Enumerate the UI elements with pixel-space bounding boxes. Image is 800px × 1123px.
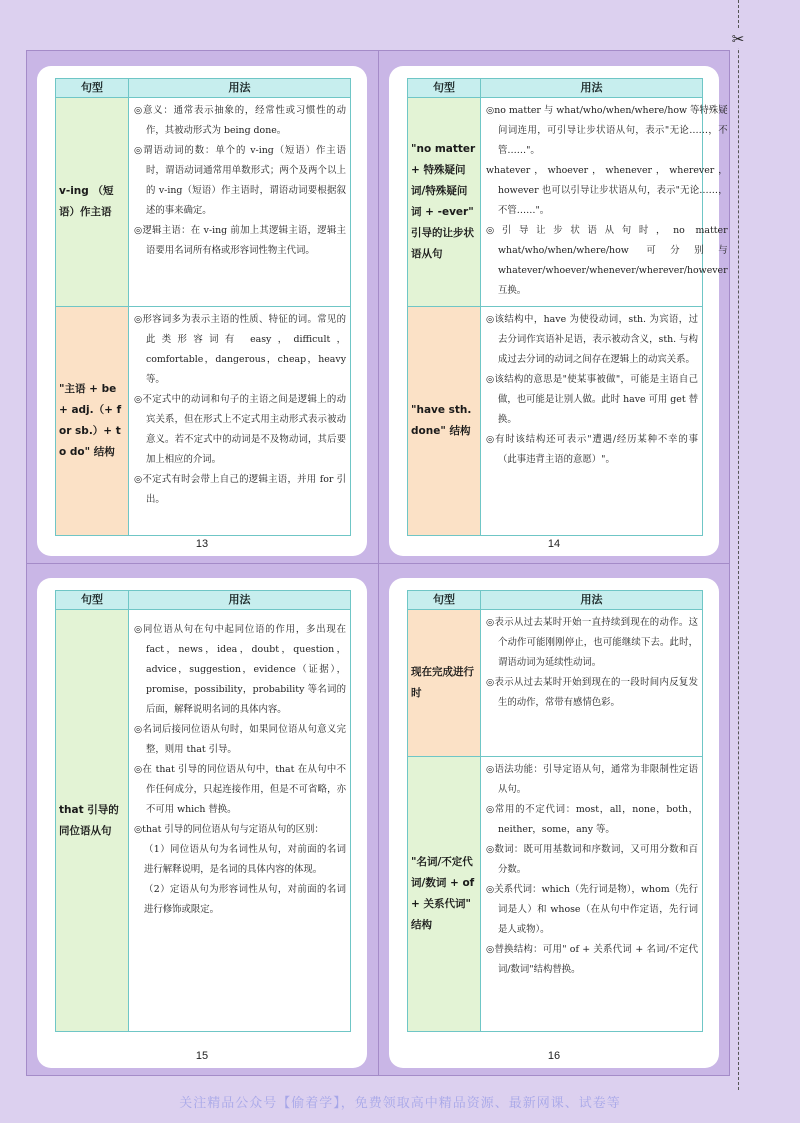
sentence-type: 现在完成进行时 xyxy=(408,610,481,756)
usage-cell xyxy=(481,610,702,756)
header-type: 句型 xyxy=(56,79,129,97)
grammar-table xyxy=(55,78,351,536)
header-usage: 用法 xyxy=(228,593,251,606)
table-row xyxy=(56,98,350,307)
usage-item: ◎that 引导的同位语从句与定语从句的区别： xyxy=(134,824,324,835)
usage-item: ◎no matter 与 what/who/when/where/how 等特殊疑问词连用，可引导让步状语从句，表示"无论……，不管……"。 xyxy=(486,105,728,156)
usage-cell xyxy=(481,98,732,306)
usage-item: ◎在 that 引导的同位语从句中，that 在从句中不作任何成分，只起连接作用，但是不可省略，亦不可用 which 替换。 xyxy=(134,764,346,815)
usage-cell xyxy=(481,307,702,535)
table-header xyxy=(408,591,702,610)
usage-cell xyxy=(129,610,350,1031)
table-row xyxy=(408,610,702,757)
usage-item: ◎表示从过去某时开始一直持续到现在的动作。这个动作可能刚刚停止，也可能继续下去。此时，谓语动词为延续性动词。 xyxy=(486,617,698,668)
header-usage: 用法 xyxy=(580,593,603,606)
grammar-table xyxy=(407,590,703,1032)
usage-item: ◎谓语动词的数：单个的 v-ing（短语）作主语时，谓语动词通常用单数形式；两个及两个以上的 v-ing（短语）作主语时，谓语动词要根据叙述的事来确定。 xyxy=(134,145,346,216)
card-page-14 xyxy=(389,66,728,556)
usage-item: ◎语法功能：引导定语从句，通常为非限制性定语从句。 xyxy=(486,764,698,795)
usage-item: ◎名词后接同位语从句时，如果同位语从句意义完整，则用 that 引导。 xyxy=(134,724,346,755)
card-page-13 xyxy=(37,66,367,556)
usage-item: ◎有时该结构还可表示"遭遇/经历某种不幸的事（此事违背主语的意愿）"。 xyxy=(486,434,698,465)
page-number: 13 xyxy=(195,538,209,550)
table-row xyxy=(408,307,702,535)
usage-cell xyxy=(481,757,702,1031)
usage-cell xyxy=(129,98,350,306)
header-type: 句型 xyxy=(408,591,481,609)
sentence-type: that 引导的同位语从句 xyxy=(56,610,129,1031)
usage-item: ◎替换结构：可用" of + 关系代词 + 名词/不定代词/数词"结构替换。 xyxy=(486,944,698,975)
usage-item: ◎引导让步状语从句时，no matter what/who/when/where/how 可分别与 whatever/whoever/whenever/wherever/however 互换。 xyxy=(486,225,728,296)
page-number: 16 xyxy=(547,1050,561,1062)
usage-item: ◎同位语从句在句中起同位语的作用，多出现在 fact，news，idea，doubt，question，advice，suggestion，evidence（证据），promise，possibility，probability 等名词的后面，解释说明名词的具体内容。 xyxy=(134,624,346,715)
card-page-16 xyxy=(389,578,719,1068)
usage-item: ◎该结构中，have 为使役动词，sth. 为宾语，过去分词作宾语补足语，表示被动含义，sth. 与构成过去分词的动词之间存在逻辑上的动宾关系。 xyxy=(486,314,698,365)
header-usage: 用法 xyxy=(580,81,603,94)
grammar-table xyxy=(407,78,728,536)
table-header xyxy=(56,79,350,98)
usage-item: whatever，whoever，whenever，wherever，however 也可以引导让步状语从句，表示"无论……，不管……"。 xyxy=(486,165,728,216)
usage-item: ◎关系代词：which（先行词是物），whom（先行词是人）和 whose（在从句中作定语，先行词是人或物）。 xyxy=(486,884,698,935)
usage-item: （2）定语从句为形容词性从句，对前面的名词进行修饰或限定。 xyxy=(144,884,346,915)
usage-item: ◎常用的不定代词：most，all，none，both，neither，some，any 等。 xyxy=(486,804,698,835)
header-type: 句型 xyxy=(56,591,129,609)
grammar-table xyxy=(55,590,351,1032)
usage-item: ◎意义：通常表示抽象的，经常性或习惯性的动作，其被动形式为 being done。 xyxy=(134,105,346,136)
sentence-type: "主语 + be + adj.（+ for sb.）+ to do" 结构 xyxy=(56,307,129,535)
cut-line xyxy=(738,0,739,1090)
table-row xyxy=(56,610,350,1031)
card-page-15 xyxy=(37,578,367,1068)
table-row xyxy=(408,757,702,1031)
page-number: 15 xyxy=(195,1050,209,1062)
table-header xyxy=(56,591,350,610)
sentence-type: "名词/不定代词/数词 + of + 关系代词" 结构 xyxy=(408,757,481,1031)
sentence-type: v-ing （短语）作主语 xyxy=(56,98,129,306)
page-number: 14 xyxy=(547,538,561,550)
header-type: 句型 xyxy=(408,79,481,97)
header-usage: 用法 xyxy=(228,81,251,94)
sentence-type: "have sth. done" 结构 xyxy=(408,307,481,535)
usage-item: ◎该结构的意思是"使某事被做"，可能是主语自己做，也可能是让别人做。此时 have 可用 get 替换。 xyxy=(486,374,698,425)
table-row xyxy=(408,98,728,307)
usage-item: ◎逻辑主语：在 v-ing 前加上其逻辑主语，逻辑主语要用名词所有格或形容词性物主代词。 xyxy=(134,225,346,256)
usage-item: ◎不定式中的动词和句子的主语之间是逻辑上的动宾关系，但在形式上不定式用主动形式表示被动意义。若不定式中的动词是不及物动词，其后要加上相应的介词。 xyxy=(134,394,346,465)
table-row xyxy=(56,307,350,535)
usage-item: ◎形容词多为表示主语的性质、特征的词。常见的此类形容词有 easy，difficult，comfortable，dangerous，cheap，heavy 等。 xyxy=(134,314,346,385)
usage-cell xyxy=(129,307,350,535)
usage-item: ◎不定式有时会带上自己的逻辑主语，并用 for 引出。 xyxy=(134,474,346,505)
table-header xyxy=(408,79,702,98)
scissors-icon: ✂ xyxy=(729,30,747,48)
usage-item: ◎数词：既可用基数词和序数词，又可用分数和百分数。 xyxy=(486,844,698,875)
footer-watermark: 关注精品公众号【偷着学】，免费领取高中精品资源、最新网课、试卷等 xyxy=(179,1096,621,1111)
sentence-type: "no matter + 特殊疑问词/特殊疑问词 + -ever" 引导的让步状语从句 xyxy=(408,98,481,306)
usage-item: ◎表示从过去某时开始到现在的一段时间内反复发生的动作，常带有感情色彩。 xyxy=(486,677,698,708)
usage-item: （1）同位语从句为名词性从句，对前面的名词进行解释说明，是名词的具体内容的体现。 xyxy=(144,844,346,875)
